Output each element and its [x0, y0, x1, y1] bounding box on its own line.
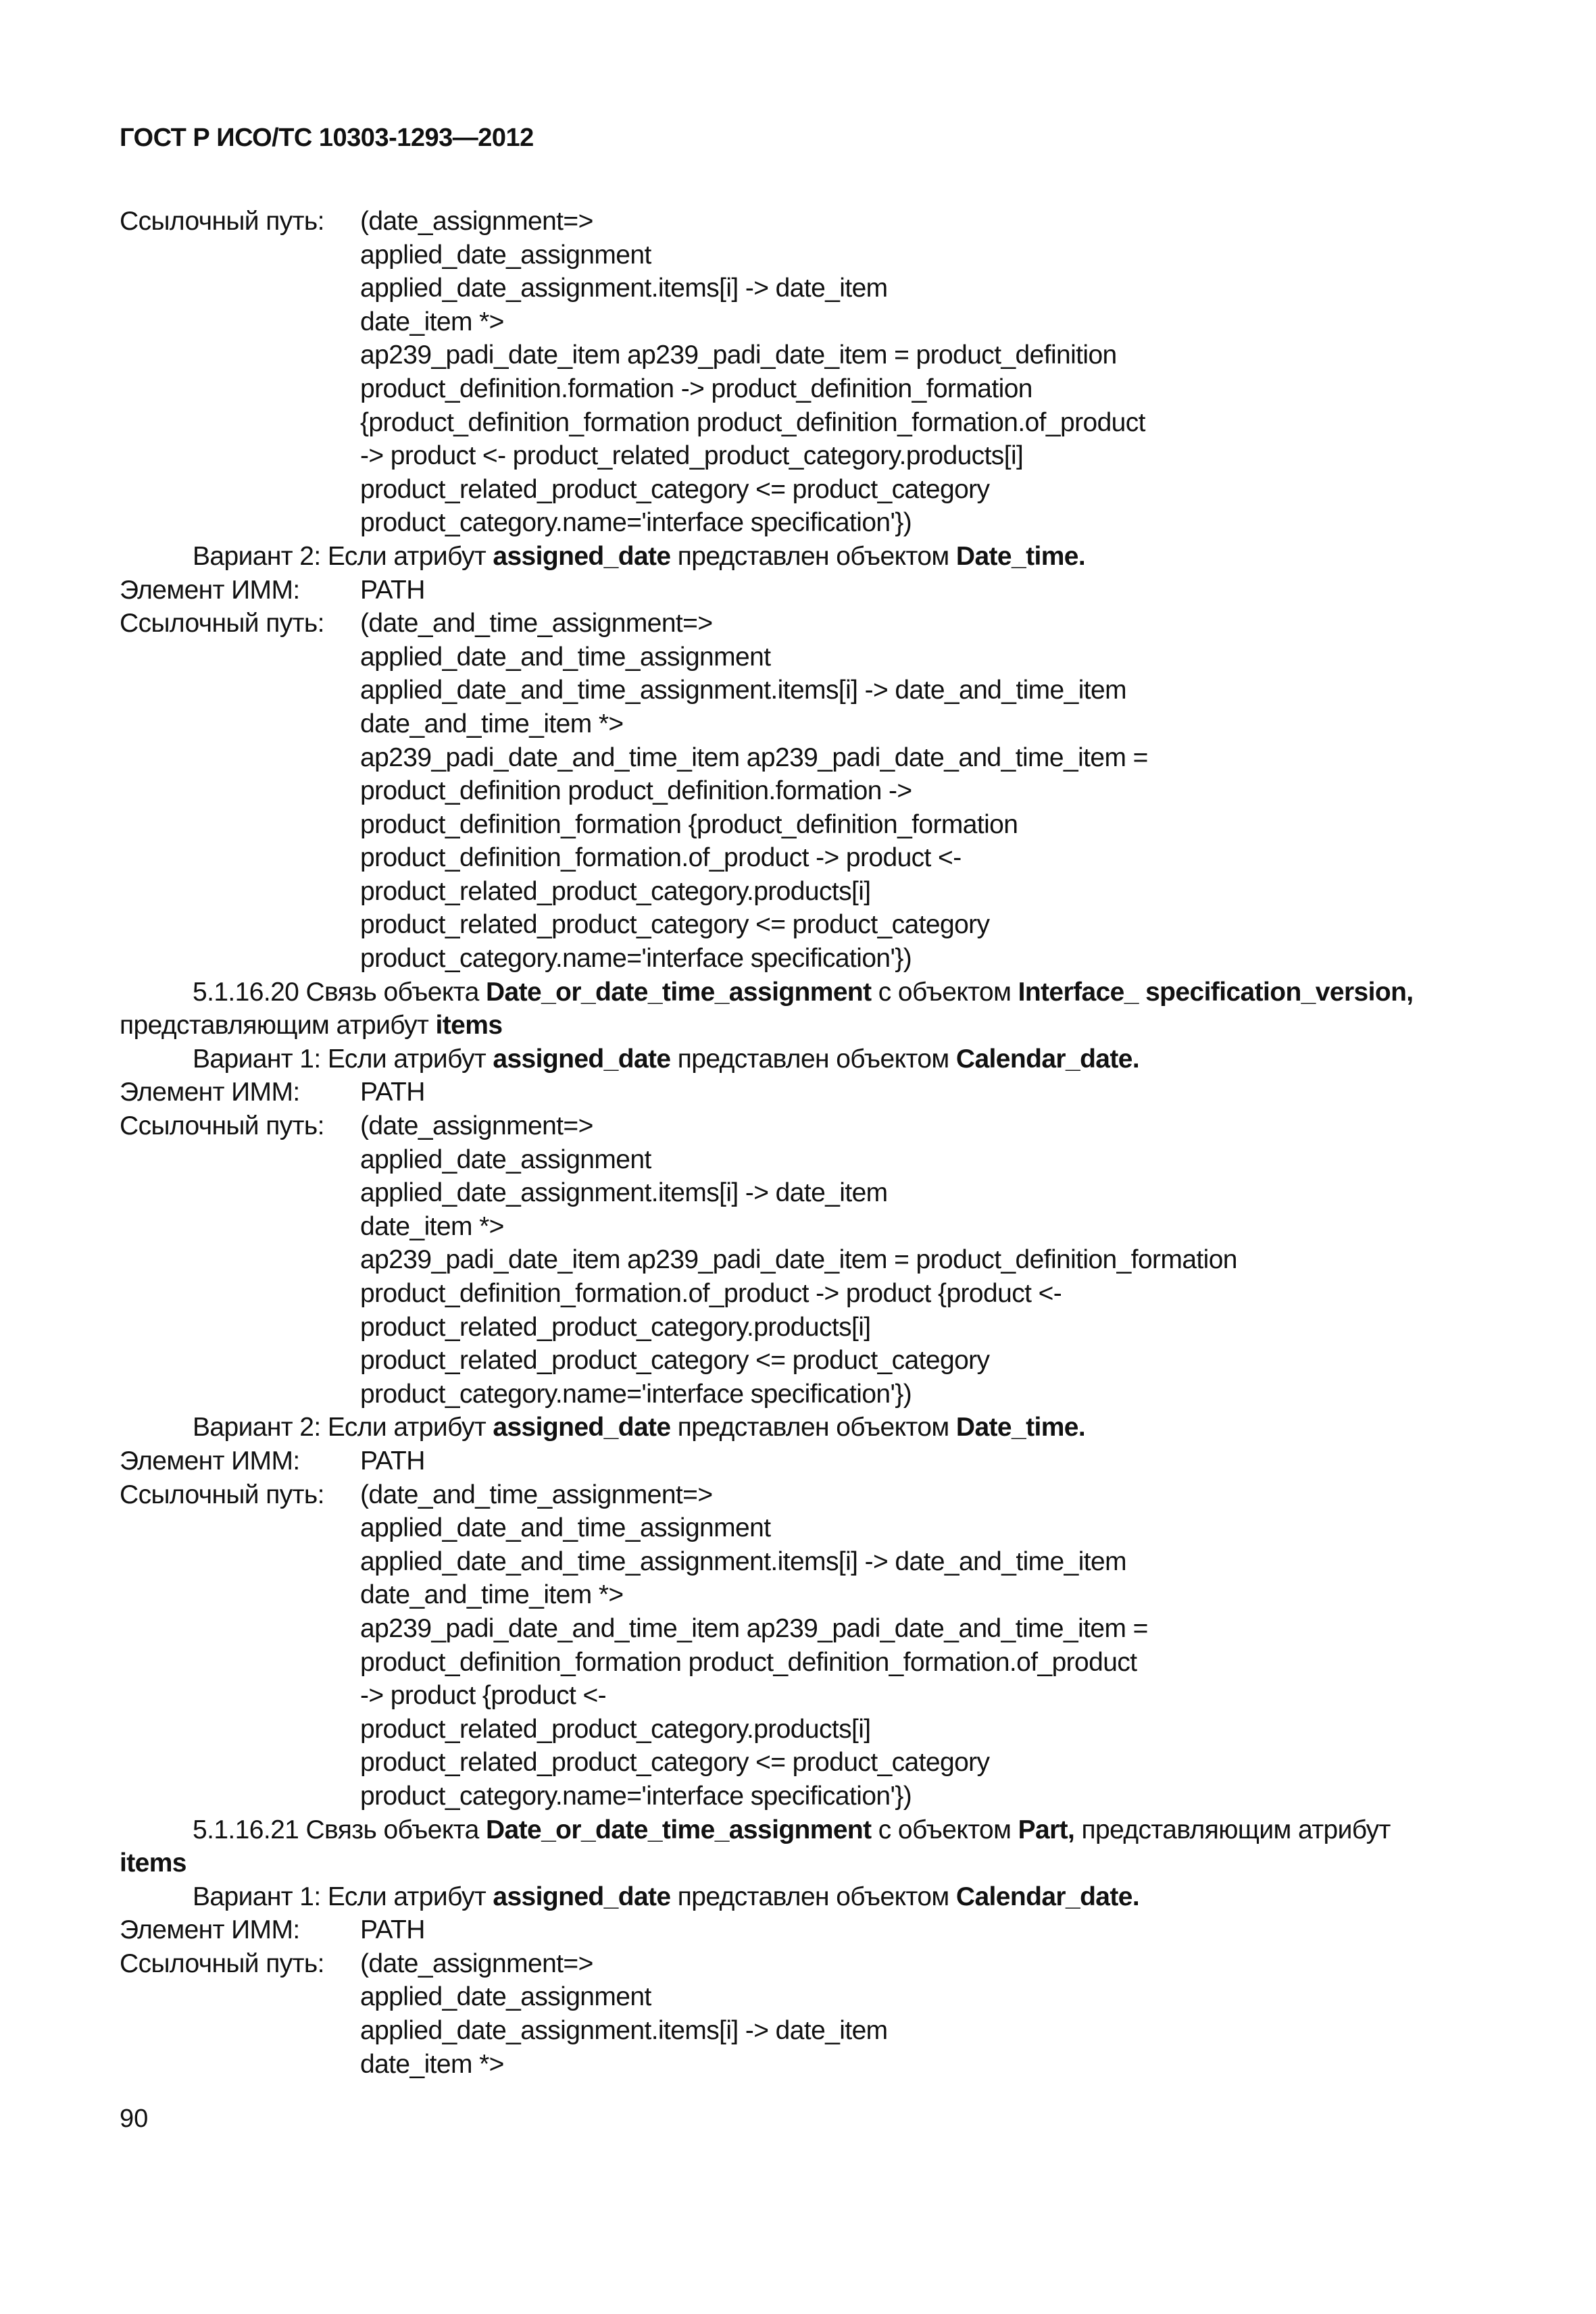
path-line: product_definition product_definition.formation ->: [360, 776, 912, 806]
element-row: [120, 1913, 1485, 1947]
ref-path-row: [120, 205, 1485, 238]
path-line: applied_date_assignment.items[i] -> date_item: [360, 1178, 888, 1208]
section-heading: 5.1.16.20 Связь объекта Date_or_date_time_assignment с объектом Interface_ specification_version,: [193, 977, 1414, 1007]
page-content: [120, 205, 1485, 2081]
path-line: applied_date_assignment: [360, 1982, 651, 2012]
path-line: applied_date_and_time_assignment: [360, 642, 771, 672]
section-heading-continuation: представляющим атрибут items: [120, 1011, 503, 1040]
path-line: applied_date_and_time_assignment: [360, 1513, 771, 1543]
page-number: 90: [120, 2105, 149, 2133]
element-row: [120, 574, 1485, 607]
element-value: PATH: [360, 575, 425, 605]
ref-path-row: [120, 1947, 1485, 1981]
element-label: Элемент ИММ:: [120, 1078, 300, 1107]
document-header: ГОСТ Р ИСО/ТС 10303-1293—2012: [120, 124, 534, 152]
path-line: (date_assignment=>: [360, 1948, 593, 1978]
path-line: (date_assignment=>: [360, 207, 593, 236]
path-line: {product_definition_formation product_definition_formation.of_product: [360, 407, 1145, 437]
path-line: product_related_product_category.products[i]: [360, 876, 871, 906]
section-heading: 5.1.16.21 Связь объекта Date_or_date_time_assignment с объектом Part, представляющим атрибут: [193, 1815, 1391, 1844]
path-line: date_and_time_item *>: [360, 1580, 624, 1610]
path-line: product_definition_formation.of_product -> product {product <-: [360, 1279, 1062, 1308]
ref-path-label: Ссылочный путь:: [120, 1111, 324, 1141]
ref-path-row: [120, 1109, 1485, 1143]
variant-line: Вариант 1: Если атрибут assigned_date представлен объектом Calendar_date.: [193, 1882, 1140, 1911]
path-line: (date_and_time_assignment=>: [360, 1480, 713, 1509]
element-label: Элемент ИММ:: [120, 1446, 300, 1476]
path-line: product_definition.formation -> product_definition_formation: [360, 374, 1032, 403]
path-line: product_definition_formation {product_definition_formation: [360, 809, 1018, 839]
ref-path-label: Ссылочный путь:: [120, 1948, 324, 1978]
path-line: product_related_product_category.products[i]: [360, 1714, 871, 1744]
path-line: (date_and_time_assignment=>: [360, 609, 713, 638]
path-line: applied_date_assignment: [360, 1145, 651, 1174]
ref-path-row: [120, 1478, 1485, 1512]
path-line: product_related_product_category <= product_category: [360, 1346, 990, 1376]
path-line: product_related_product_category <= product_category: [360, 910, 990, 940]
path-line: ap239_padi_date_item ap239_padi_date_item = product_definition_formation: [360, 1245, 1237, 1275]
element-value: PATH: [360, 1078, 425, 1107]
path-line: ap239_padi_date_item ap239_padi_date_item = product_definition: [360, 341, 1117, 370]
path-line: product_related_product_category.products[i]: [360, 1312, 871, 1342]
element-row: [120, 1076, 1485, 1109]
path-line: ap239_padi_date_and_time_item ap239_padi_date_and_time_item =: [360, 1613, 1148, 1643]
path-line: product_definition_formation.of_product -> product <-: [360, 843, 962, 873]
path-line: (date_assignment=>: [360, 1111, 593, 1141]
path-line: product_category.name='interface specification'}): [360, 1781, 912, 1811]
element-label: Элемент ИММ:: [120, 1915, 300, 1945]
path-line: date_item *>: [360, 307, 504, 336]
path-line: applied_date_assignment.items[i] -> date_item: [360, 274, 888, 303]
path-line: product_category.name='interface specification'}): [360, 508, 912, 538]
path-line: applied_date_assignment.items[i] -> date_item: [360, 2016, 888, 2046]
element-value: PATH: [360, 1446, 425, 1476]
path-line: applied_date_assignment: [360, 240, 651, 270]
path-line: date_item *>: [360, 1211, 504, 1241]
path-line: ap239_padi_date_and_time_item ap239_padi_date_and_time_item =: [360, 743, 1148, 772]
path-line: applied_date_and_time_assignment.items[i] -> date_and_time_item: [360, 1546, 1127, 1576]
path-line: -> product <- product_related_product_category.products[i]: [360, 441, 1024, 471]
path-line: applied_date_and_time_assignment.items[i] -> date_and_time_item: [360, 676, 1127, 705]
variant-line: Вариант 2: Если атрибут assigned_date представлен объектом Date_time.: [193, 1413, 1086, 1442]
path-line: date_and_time_item *>: [360, 709, 624, 738]
variant-line: Вариант 1: Если атрибут assigned_date представлен объектом Calendar_date.: [193, 1044, 1140, 1074]
element-row: [120, 1444, 1485, 1478]
ref-path-label: Ссылочный путь:: [120, 1480, 324, 1509]
path-line: product_category.name='interface specification'}): [360, 944, 912, 974]
ref-path-label: Ссылочный путь:: [120, 609, 324, 638]
path-line: product_category.name='interface specification'}): [360, 1379, 912, 1409]
path-line: date_item *>: [360, 2049, 504, 2079]
path-line: product_related_product_category <= product_category: [360, 1748, 990, 1778]
variant-line: Вариант 2: Если атрибут assigned_date представлен объектом Date_time.: [193, 541, 1086, 571]
element-label: Элемент ИММ:: [120, 575, 300, 605]
path-line: -> product {product <-: [360, 1681, 607, 1711]
ref-path-label: Ссылочный путь:: [120, 207, 324, 236]
path-line: product_definition_formation product_definition_formation.of_product: [360, 1647, 1137, 1677]
section-heading-continuation: items: [120, 1848, 186, 1878]
path-line: product_related_product_category <= product_category: [360, 474, 990, 504]
ref-path-row: [120, 607, 1485, 640]
element-value: PATH: [360, 1915, 425, 1945]
